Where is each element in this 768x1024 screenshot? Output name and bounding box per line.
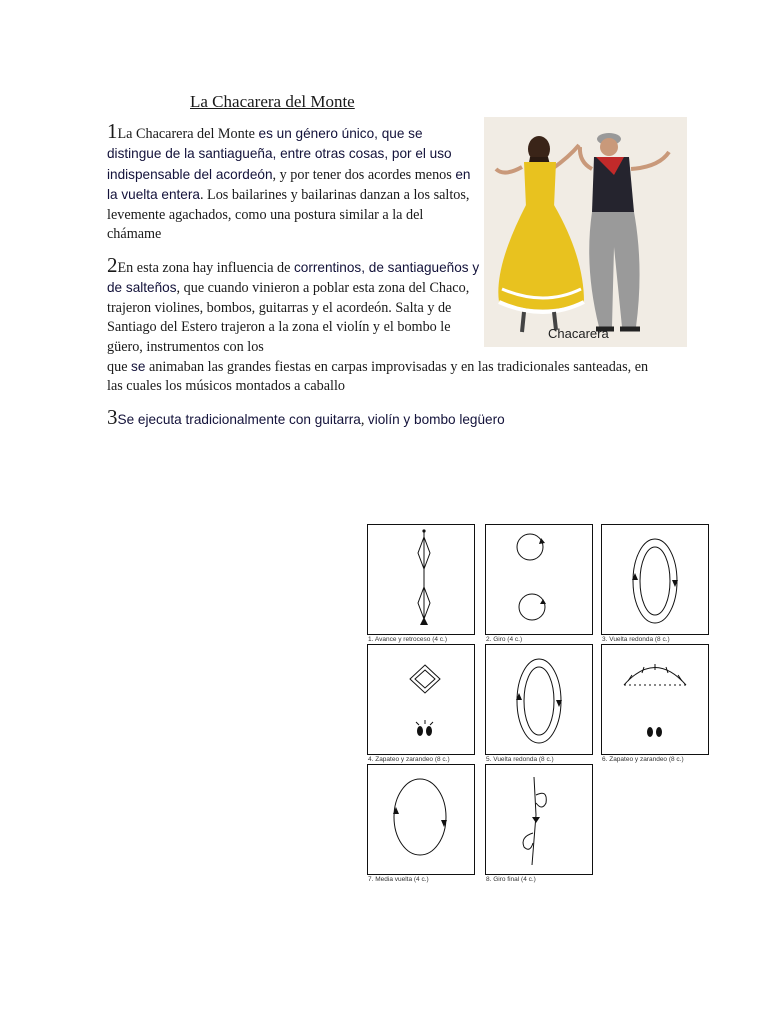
text-segment: . Los bailarines y bailarinas danzan a los saltos, levemente agachados, como una postura similar a la del chámame [107,187,470,243]
figure-panel [601,644,709,755]
text-segment: , [360,412,368,428]
document-title: La Chacarera del Monte [190,92,355,111]
paragraph-3 [107,405,607,430]
figure-panel [601,524,709,635]
text-segment: , que se distingue de la santiagueña, entre otras cosas, por el uso [107,126,452,162]
paragraph-2-continuation [107,357,667,397]
figure-caption: 2. Giro (4 c.) [486,636,523,643]
turn-diagram [486,525,592,634]
text-segment: en la vuelta entera [107,166,471,203]
figure-caption: 6. Zapateo y zarandeo (8 c.) [602,756,684,763]
text-segment: , y por tener dos acordes menos [272,166,456,183]
figure-panel [485,764,593,875]
figure-caption: 3. Vuelta redonda (8 c.) [602,636,670,643]
text-segment: es un género único [258,126,375,141]
final-turn-diagram [486,765,592,874]
text-segment: La Chacarera del Monte [117,126,259,142]
paragraph-number: 2 [107,253,118,277]
paragraph-number: 3 [107,405,118,429]
figure-caption: 4. Zapateo y zarandeo (8 c.) [368,756,450,763]
round-turn-diagram [602,525,708,634]
text-segment: En esta zona hay influencia de [117,260,294,276]
text-segment: que [107,359,132,375]
footwork-arc-diagram [602,645,708,754]
paragraph-1 [107,119,479,244]
text-segment: violín y bombo legüero [367,412,505,427]
advance-retreat-diagram [368,525,474,634]
illustration-caption: Chacarera [548,326,609,341]
figure-caption: 7. Media vuelta (4 c.) [368,876,429,883]
footwork-diamond-diagram [368,645,474,754]
figure-caption: 8. Giro final (4 c.) [486,876,536,883]
figure-caption: 5. Vuelta redonda (8 c.) [486,756,554,763]
figure-panel [367,524,475,635]
text-segment: Se ejecuta tradicionalmente con [117,412,315,427]
half-turn-diagram [368,765,474,874]
figure-caption: 1. Avance y retroceso (4 c.) [368,636,447,643]
text-segment: indispensable del acordeón [107,166,273,182]
text-segment: guitarra [314,412,361,427]
figure-panel [485,644,593,755]
text-segment: animaban las grandes fiestas en carpas improvisadas y en las tradicionales santeadas, en las cuales los músicos montados a caballo [107,359,649,395]
figure-panel [367,644,475,755]
round-turn-diagram [486,645,592,754]
text-segment: , que cuando vinieron a poblar esta zona del Chaco, trajeron violines, bombos, guitarras y el acordeón. Salta y de Santiago del Estero trajeron a la zona el violín y el bombo le güero, instrumentos con los [107,280,470,355]
text-segment: correntinos, de santiagueños y de salteños [107,260,480,296]
dancers-illustration [484,117,687,347]
figure-panel [485,524,593,635]
paragraph-number: 1 [107,119,118,143]
paragraph-2 [107,253,487,357]
text-segment: se [131,359,146,374]
figure-panel [367,764,475,875]
